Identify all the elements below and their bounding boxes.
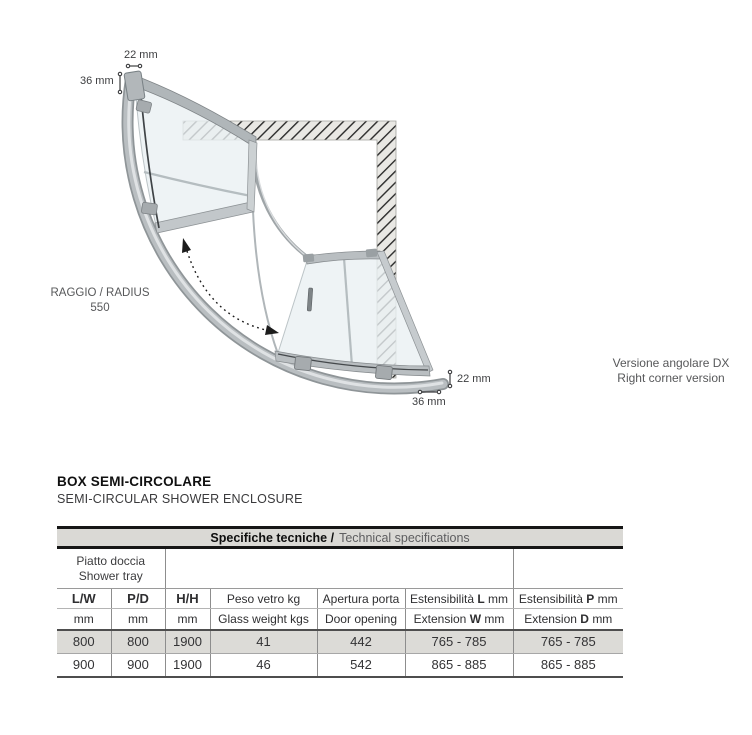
door-clamp xyxy=(375,365,392,380)
col-header-extension-p: Estensibilità P mm xyxy=(513,589,623,609)
tray-row-spacer-end xyxy=(513,548,623,589)
data-cell: 442 xyxy=(317,630,405,654)
data-cell: 765 - 785 xyxy=(513,630,623,654)
col-header-lw: L/W xyxy=(57,589,111,609)
data-cell: 542 xyxy=(317,654,405,677)
door-roller xyxy=(366,248,378,257)
subheader-hh-unit: mm xyxy=(165,609,210,630)
table-row-900 xyxy=(57,654,623,677)
subheader-door-opening-en: Door opening xyxy=(317,609,405,630)
panel-clamp xyxy=(141,202,157,215)
data-cell: 800 xyxy=(111,630,165,654)
door-clamp xyxy=(294,356,311,371)
slide-direction-arrow xyxy=(182,238,279,335)
col-header-door-opening: Apertura porta xyxy=(317,589,405,609)
page-title: BOX SEMI-CIRCOLARE xyxy=(57,474,212,489)
version-line-it: Versione angolare DX xyxy=(612,356,730,370)
subheader-lw-unit: mm xyxy=(57,609,111,630)
data-cell: 41 xyxy=(210,630,317,654)
dim-bottom-height-label: 22 mm xyxy=(457,373,491,385)
data-cell: 46 xyxy=(210,654,317,677)
caption-secondary: Technical specifications xyxy=(339,530,470,545)
col-header-pd: P/D xyxy=(111,589,165,609)
table-row-800 xyxy=(57,630,623,654)
version-label-block xyxy=(579,356,752,386)
shower-tray-cell xyxy=(57,548,165,589)
data-cell: 1900 xyxy=(165,630,210,654)
col-header-glass-weight: Peso vetro kg xyxy=(210,589,317,609)
tray-label-en: Shower tray xyxy=(78,568,143,583)
fixed-panel-right-edge xyxy=(247,140,257,212)
specs-table xyxy=(57,526,623,678)
data-cell: 900 xyxy=(111,654,165,677)
caption-primary: Specifiche tecniche / xyxy=(210,530,335,545)
door-roller xyxy=(303,253,315,262)
tray-row-spacer xyxy=(165,548,513,589)
radius-label-block xyxy=(39,286,161,316)
data-cell: 1900 xyxy=(165,654,210,677)
subheader-extension-w: Extension W mm xyxy=(405,609,513,630)
curved-header-rail xyxy=(253,146,313,261)
column-header-row xyxy=(57,589,623,609)
radius-value: 550 xyxy=(90,302,110,314)
data-cell: 765 - 785 xyxy=(405,630,513,654)
dim-top-width-label: 22 mm xyxy=(124,49,158,61)
product-heading xyxy=(57,474,303,506)
col-header-hh: H/H xyxy=(165,589,210,609)
col-header-extension-l: Estensibilità L mm xyxy=(405,589,513,609)
subheader-pd-unit: mm xyxy=(111,609,165,630)
shower-tray-row xyxy=(57,548,623,589)
subheader-extension-d: Extension D mm xyxy=(513,609,623,630)
column-subheader-row xyxy=(57,609,623,630)
tray-label-it: Piatto doccia xyxy=(76,553,146,568)
data-cell: 865 - 885 xyxy=(405,654,513,677)
data-cell: 865 - 885 xyxy=(513,654,623,677)
table-caption-row xyxy=(57,528,623,548)
dim-bottom-width-label: 36 mm xyxy=(412,396,446,408)
page-subtitle: SEMI-CIRCULAR SHOWER ENCLOSURE xyxy=(57,492,303,506)
data-cell: 900 xyxy=(57,654,111,677)
subheader-glass-weight-en: Glass weight kgs xyxy=(210,609,317,630)
dim-top-height-label: 36 mm xyxy=(80,75,114,87)
table-caption xyxy=(57,528,623,548)
corner-post xyxy=(124,71,145,101)
version-line-en: Right corner version xyxy=(617,371,725,385)
data-cell: 800 xyxy=(57,630,111,654)
radius-label: RAGGIO / RADIUS xyxy=(50,287,150,299)
